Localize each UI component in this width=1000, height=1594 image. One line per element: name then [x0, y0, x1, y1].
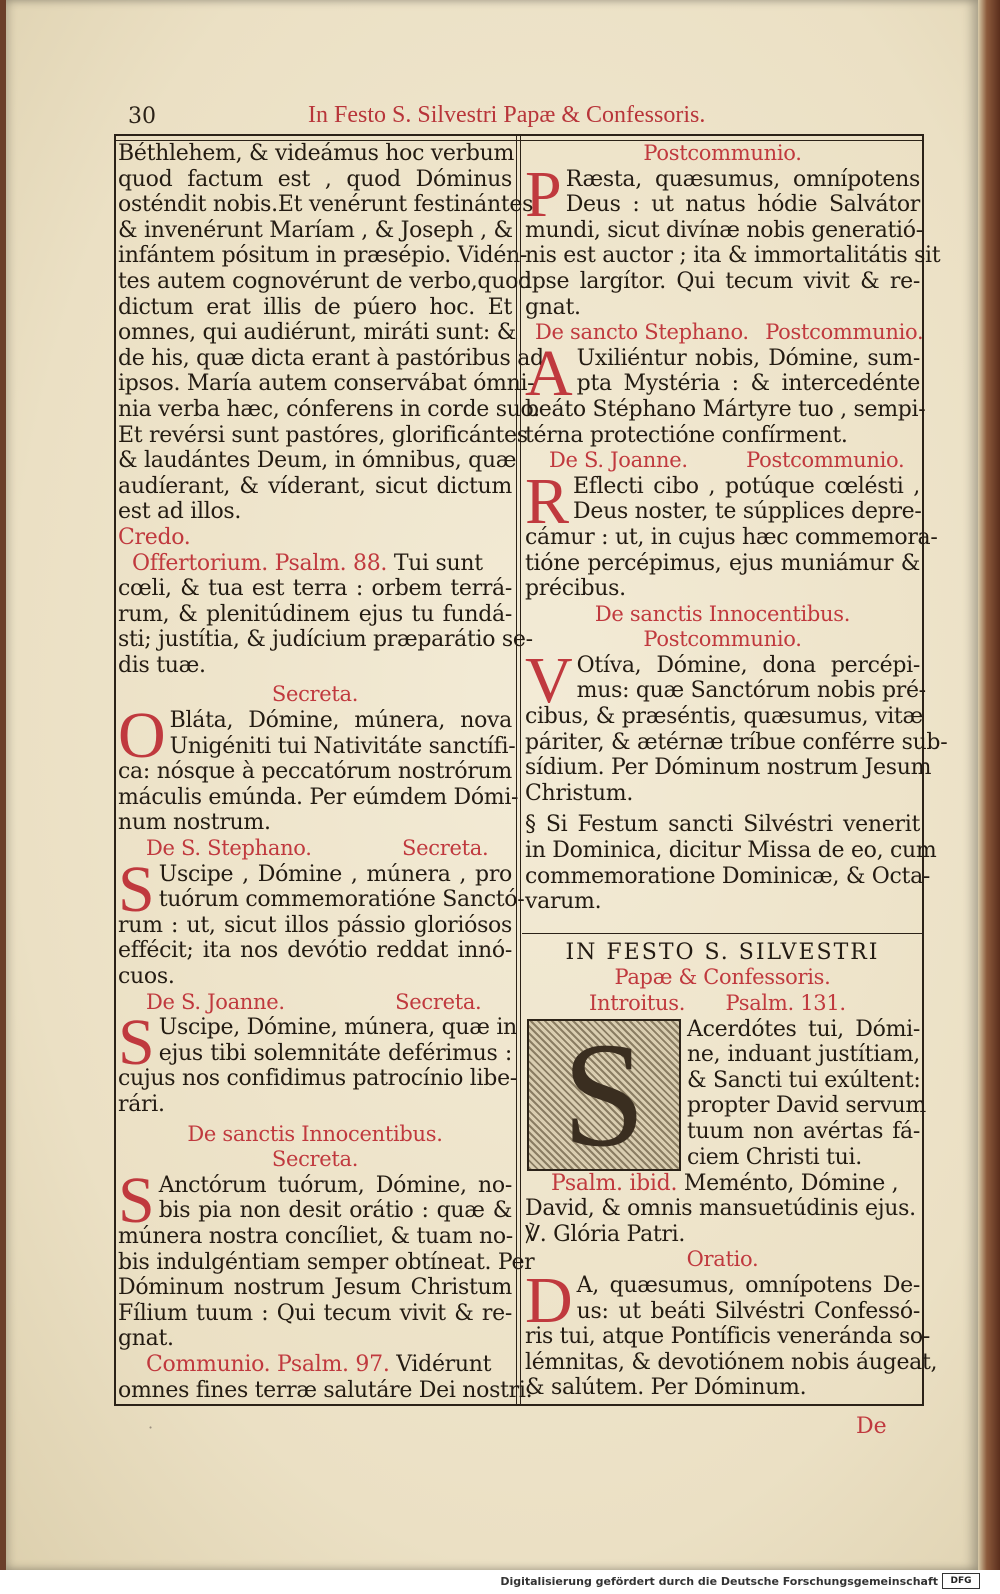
credo: Credo. — [118, 524, 191, 550]
text-line: ejus tibi solemnitáte deférimus : — [158, 1040, 512, 1066]
introit-label: Introitus. — [589, 991, 686, 1015]
oratio-prayer — [525, 1263, 938, 1401]
text-line: Uxiliéntur nobis, Dómine, sum- — [576, 345, 920, 371]
text-line: in Dominica, dicitur Missa de eo, cum — [525, 838, 937, 864]
page-number: 30 — [128, 104, 156, 129]
dfg-logo-icon: DFG — [942, 1573, 980, 1589]
text-line: gnat. — [118, 1326, 174, 1352]
text-line: est ad illos. — [118, 499, 242, 525]
text-line: sídium. Per Dóminum nostrum Jesum — [525, 755, 932, 781]
gloria-patri: ℣. Glória Patri. — [525, 1221, 686, 1247]
text-line: máculis emúnda. Per eúmdem Dómi- — [118, 784, 519, 810]
footer-credit: Digitalisierung gefördert durch die Deutsche Forschungsgemeinschaft — [500, 1575, 938, 1588]
drop-cap: S — [118, 852, 155, 926]
text-line: mus: quæ Sanctórum nobis pré- — [576, 678, 926, 704]
text-line: Deus noster, te súpplices depre- — [573, 499, 922, 525]
drop-cap: V — [525, 643, 573, 717]
text-line: térna protectióne confírment. — [525, 422, 848, 448]
text-line: Deus : ut natus hódie Salvátor — [565, 192, 920, 218]
text-line: osténdit nobis.Et venérunt festinántes: — [118, 192, 541, 218]
text-line: ris tui, atque Pontíficis veneránda so- — [525, 1324, 931, 1350]
drop-cap: A — [525, 336, 573, 410]
offertory-first: Tui sunt — [393, 550, 483, 576]
text-line: nia verba hæc, cónferens in corde suo. — [118, 396, 540, 422]
text-line: Fílium tuum : Qui tecum vivit & re- — [118, 1300, 512, 1326]
text-line: Unigéniti tui Nativitáte sanctífi- — [169, 733, 516, 759]
innocents-heading: De sanctis Innocentibus. — [187, 1121, 443, 1146]
offertory-heading: Offertorium. Psalm. 88. — [132, 550, 388, 576]
text-line: omnes, qui audiérunt, miráti sunt: & — [118, 320, 517, 346]
r-john-prayer — [525, 464, 938, 602]
text-line: Acerdótes tui, Dómi- — [687, 1016, 920, 1042]
feast-subtitle: Papæ & Confessoris. — [614, 965, 831, 990]
drop-cap: S — [118, 1163, 155, 1237]
communion-heading: Communio. Psalm. 97. — [146, 1351, 390, 1377]
text-line: rum, & plenitúdinem ejus tu fundá- — [118, 601, 512, 627]
postcommunio-heading: Postcommunio. — [643, 141, 802, 165]
column-divider — [516, 134, 521, 1406]
text-line: Ræsta, quæsumus, omnípotens — [565, 166, 920, 192]
r-john-heading — [525, 448, 920, 474]
offertory — [118, 551, 512, 577]
text-line: § Si Festum sancti Silvéstri venerit — [525, 812, 920, 838]
r-stephen-post-label: Postcommunio. — [765, 320, 924, 345]
text-line: & salútem. Per Dóminum. — [525, 1375, 807, 1401]
text-line: lémnitas, & devotiónem nobis áugeat, — [525, 1349, 938, 1375]
text-line: cibus, & præséntis, quæsumus, vitæ — [525, 704, 923, 730]
drop-cap: R — [525, 464, 570, 538]
drop-cap: O — [118, 699, 166, 773]
text-line: A, quæsumus, omnípotens De- — [576, 1272, 920, 1298]
r-stephen-prayer — [525, 336, 926, 448]
r-innocents-post-heading: Postcommunio. — [643, 627, 802, 652]
communion-last: omnes fines terræ salutáre Dei nostri. — [118, 1377, 533, 1403]
stephen-label: De S. Stephano. — [146, 836, 312, 861]
text-line: Et revérsi sunt pastóres, glorificántes — [118, 422, 528, 448]
text-line: sti; justítia, & judícium præparátio se- — [118, 627, 533, 653]
psalm-ibid-line2: David, & omnis mansuetúdinis ejus. — [525, 1196, 916, 1222]
psalm-ibid-label: Psalm. ibid. — [551, 1170, 678, 1196]
text-line: précibus. — [525, 576, 626, 602]
text-line: effécit; ita nos devótio reddat innó- — [118, 938, 512, 964]
text-line: tióne percépimus, ejus muniámur & — [525, 550, 920, 576]
secreta-prayer — [118, 699, 519, 836]
text-line: cœli, & tua est terra : orbem terrá- — [118, 576, 512, 602]
john-heading — [118, 990, 512, 1016]
text-line: Dóminum nostrum Jesum Christum — [118, 1275, 512, 1301]
text-line: ipsos. María autem conservábat ómni- — [118, 371, 535, 397]
stephen-secreta-prayer — [118, 852, 525, 990]
oratio-heading: Oratio. — [686, 1247, 759, 1272]
text-line: cámur : ut, in cujus hæc commemora- — [525, 524, 938, 550]
woodcut-initial — [527, 1011, 681, 1178]
text-line: cuos. — [118, 964, 175, 989]
communion — [118, 1352, 512, 1378]
text-line: tuum non avértas fá- — [687, 1118, 920, 1144]
secreta-heading: Secreta. — [271, 682, 359, 707]
text-line: varum. — [525, 889, 602, 915]
r-stephen-label: De sancto Stephano. — [535, 320, 749, 345]
john-secreta-label: Secreta. — [395, 989, 482, 1014]
introit — [525, 1011, 926, 1178]
text-line: nis est auctor ; ita & immortalitátis sit — [525, 243, 941, 269]
stephen-secreta-label: Secreta. — [402, 836, 489, 861]
text-line: múnera nostra concíliet, & tuam no- — [118, 1223, 513, 1249]
offertory-text — [118, 576, 533, 678]
r-stephen-heading — [525, 320, 924, 346]
running-head: In Festo S. Silvestri Papæ & Confessoris. — [308, 102, 706, 128]
text-line: de his, quæ dicta erant à pastóribus ad — [118, 345, 544, 371]
text-line: beáto Stéphano Mártyre tuo , sempi- — [525, 396, 926, 422]
stephen-heading — [118, 836, 512, 862]
text-line: Anctórum tuórum, Dómine, no- — [158, 1172, 512, 1198]
text-line: dis tuæ. — [118, 652, 206, 678]
text-line: gnat. — [525, 294, 581, 320]
text-line: pta Mystéria : & intercedénte — [576, 371, 920, 397]
text-line: mundi, sicut divínæ nobis generatió- — [525, 217, 923, 243]
section-rule — [522, 933, 923, 934]
innocents-secreta-heading: Secreta. — [271, 1147, 359, 1172]
text-line: Béthlehem, & videámus hoc verbum — [118, 141, 515, 166]
postcommunio-prayer — [525, 157, 941, 321]
text-line: Eflecti cibo , potúque cœlésti , — [573, 473, 920, 499]
text-line: Uscipe, Dómine, múnera, quæ in — [158, 1015, 517, 1041]
psalm-ibid-text: Meménto, Dómine , — [683, 1170, 899, 1196]
drop-cap: S — [118, 1006, 155, 1080]
john-secreta-prayer — [118, 1006, 517, 1117]
r-john-label: De S. Joanne. — [549, 448, 688, 473]
feast-title: IN FESTO S. SILVESTRI — [565, 939, 880, 965]
text-line: bis pia non desit orátio : quæ & — [158, 1198, 512, 1224]
innocents-secreta-prayer — [118, 1163, 535, 1352]
text-line: num nostrum. — [118, 810, 271, 836]
text-line: & laudántes Deum, in ómnibus, quæ — [118, 448, 517, 474]
text-line: Bláta, Dómine, múnera, nova — [169, 708, 512, 734]
text-line: ne, induant justítiam, — [687, 1042, 920, 1068]
john-label: De S. Joanne. — [146, 989, 285, 1014]
text-line: & Sancti tui exúltent: — [687, 1067, 921, 1093]
text-line: páriter, & ætérnæ tríbue conférre sub- — [525, 729, 948, 755]
left-column — [118, 141, 544, 1403]
text-line: rári. — [118, 1091, 165, 1117]
r-innocents-prayer — [525, 643, 948, 807]
communion-first: Vidérunt — [396, 1351, 492, 1377]
woodcut-letter: S — [562, 1011, 646, 1178]
text-line: Uscipe , Dómine , múnera , pro — [158, 861, 512, 887]
r-innocents-heading: De sanctis Innocentibus. — [594, 601, 851, 626]
faded-mark: · — [148, 1418, 154, 1437]
text-line: us: ut beáti Silvéstri Confessó- — [576, 1298, 920, 1324]
text-line: cujus nos confidimus patrocínio libe- — [118, 1066, 517, 1092]
text-line: infántem pósitum in præsépio. Vidén- — [118, 243, 528, 269]
text-line: ciem Christi tui. — [687, 1144, 862, 1170]
drop-cap: P — [525, 157, 562, 231]
r-john-post-label: Postcommunio. — [746, 448, 905, 473]
text-line: tes autem cognovérunt de verbo,quod — [118, 268, 532, 294]
text-line: commemoratione Dominicæ, & Octa- — [525, 863, 931, 889]
text-line: rum : ut, sicut illos pássio gloriósos — [118, 912, 512, 938]
introit-psalm: Psalm. 131. — [725, 991, 846, 1015]
text-line: dictum erat illis de púero hoc. Et — [118, 294, 512, 320]
text-line: & invenérunt Maríam , & Joseph , & — [118, 217, 513, 243]
book-edge — [978, 0, 1000, 1570]
text-line: bis indulgéntiam semper obtíneat. Per — [118, 1249, 535, 1275]
text-line: Otíva, Dómine, dona percépi- — [576, 652, 920, 678]
gospel-text — [118, 141, 544, 525]
text-line: audíerant, & víderant, sicut dictum — [118, 473, 512, 499]
text-line: ipse largítor. Qui tecum vivit & re- — [525, 268, 920, 294]
text-line: quod factum est , quod Dóminus — [118, 166, 512, 192]
text-line: tuórum commemoratióne Sanctó- — [158, 887, 525, 913]
right-column — [525, 141, 948, 1401]
text-line: Christum. — [525, 780, 634, 806]
rubric — [525, 812, 937, 915]
text-line: ca: nósque à peccatórum nostrórum — [118, 759, 512, 785]
text-line: propter David servum — [687, 1093, 926, 1119]
catchword: De — [856, 1414, 887, 1439]
drop-cap: D — [525, 1263, 573, 1337]
